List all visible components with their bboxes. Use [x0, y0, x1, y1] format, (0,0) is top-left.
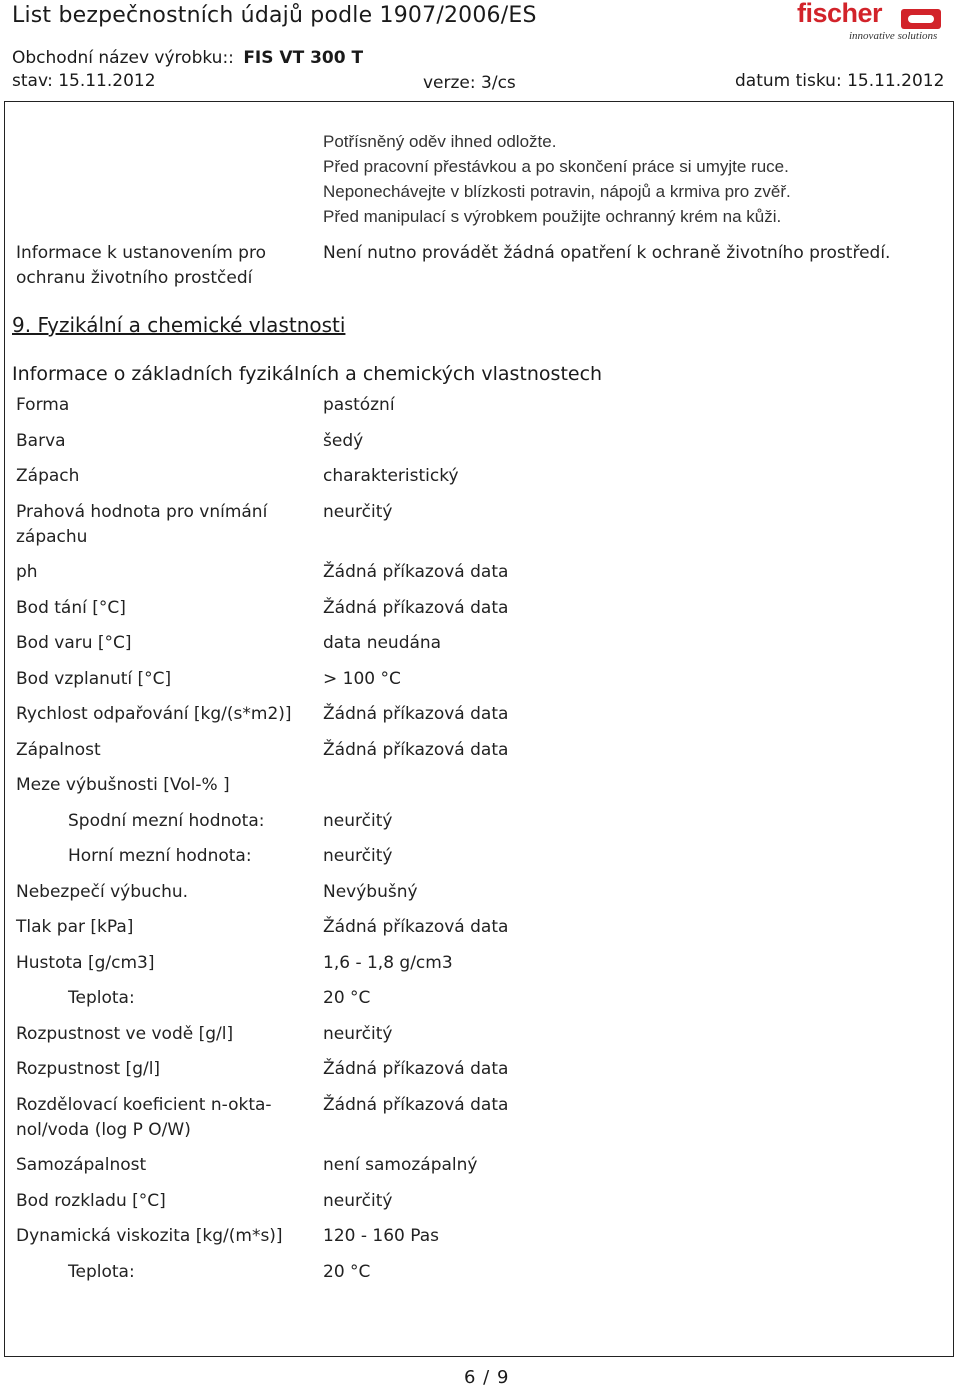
property-label: Rozpustnost ve vodě [g/l] — [16, 1024, 234, 1044]
property-value: neurčitý — [323, 811, 393, 831]
property-value: 1,6 - 1,8 g/cm3 — [323, 953, 453, 973]
property-label: Zápach — [16, 466, 80, 486]
property-value: Nevýbušný — [323, 882, 418, 902]
property-value: charakteristický — [323, 466, 459, 486]
property-value: Žádná příkazová data — [323, 1095, 509, 1115]
property-label: Samozápalnost — [16, 1155, 147, 1175]
property-value: Žádná příkazová data — [323, 704, 509, 724]
property-value: neurčitý — [323, 1191, 393, 1211]
property-value: neurčitý — [323, 502, 393, 522]
trade-name-label: Obchodní název výrobku:: — [12, 48, 234, 68]
property-value: šedý — [323, 431, 364, 451]
property-value: Žádná příkazová data — [323, 917, 509, 937]
property-label: Rychlost odpařování [kg/(s*m2)] — [16, 704, 292, 724]
property-sublabel: Teplota: — [68, 988, 135, 1008]
property-value: neurčitý — [323, 846, 393, 866]
page-number: 6 / 9 — [464, 1367, 510, 1388]
property-label: Dynamická viskozita [kg/(m*s)] — [16, 1226, 283, 1246]
property-value: > 100 °C — [323, 669, 401, 689]
property-label: Bod vzplanutí [°C] — [16, 669, 172, 689]
property-value: Žádná příkazová data — [323, 598, 509, 618]
env-label: Informace k ustanovením pro — [16, 243, 266, 263]
property-label: Bod rozkladu [°C] — [16, 1191, 166, 1211]
property-value: pastózní — [323, 395, 395, 415]
property-value: Žádná příkazová data — [323, 740, 509, 760]
trade-name — [12, 48, 363, 68]
hygiene-line: Neponechávejte v blízkosti potravin, nápojů a krmiva pro zvěř. — [323, 182, 791, 201]
hygiene-line: Před manipulací s výrobkem použijte ochranný krém na kůži. — [323, 207, 782, 226]
property-label: Forma — [16, 395, 70, 415]
property-label: Barva — [16, 431, 66, 451]
content-frame — [4, 101, 954, 1357]
property-value: Žádná příkazová data — [323, 1059, 509, 1079]
property-value: není samozápalný — [323, 1155, 478, 1175]
property-value: Žádná příkazová data — [323, 562, 509, 582]
print-date: datum tisku: 15.11.2012 — [735, 71, 945, 91]
document-title: List bezpečnostních údajů podle 1907/2006/ES — [12, 3, 537, 28]
property-sublabel: Horní mezní hodnota: — [68, 846, 252, 866]
logo-tagline: innovative solutions — [849, 30, 938, 42]
property-label: Bod tání [°C] — [16, 598, 126, 618]
section-title: 9. Fyzikální a chemické vlastnosti — [12, 313, 346, 337]
property-label: Bod varu [°C] — [16, 633, 132, 653]
property-label: nol/voda (log P O/W) — [16, 1120, 191, 1140]
property-value: 20 °C — [323, 988, 371, 1008]
env-label: ochranu životního prostčedí — [16, 268, 253, 288]
trade-name-value: FIS VT 300 T — [243, 48, 364, 68]
property-label: Prahová hodnota pro vnímání — [16, 502, 268, 522]
property-label: Zápalnost — [16, 740, 101, 760]
fischer-logo — [797, 0, 947, 46]
document-version: verze: 3/cs — [423, 73, 516, 93]
logo-brand: fischer — [797, 0, 883, 28]
hygiene-line: Před pracovní přestávkou a po skončení práce si umyjte ruce. — [323, 157, 789, 176]
property-label: zápachu — [16, 527, 88, 547]
hygiene-line: Potřísněný oděv ihned odložte. — [323, 132, 557, 151]
property-sublabel: Spodní mezní hodnota: — [68, 811, 265, 831]
property-value: data neudána — [323, 633, 442, 653]
property-label: Hustota [g/cm3] — [16, 953, 155, 973]
section-subtitle: Informace o základních fyzikálních a chemických vlastnostech — [12, 363, 603, 385]
document-state: stav: 15.11.2012 — [12, 71, 156, 91]
property-label: ph — [16, 562, 38, 582]
property-value: neurčitý — [323, 1024, 393, 1044]
property-label: Nebezpečí výbuchu. — [16, 882, 189, 902]
logo-badge-icon — [901, 9, 941, 29]
property-label: Meze výbušnosti [Vol-% ] — [16, 775, 230, 795]
property-value: 20 °C — [323, 1262, 371, 1282]
property-value: 120 - 160 Pas — [323, 1226, 440, 1246]
property-label: Rozdělovací koeficient n-okta- — [16, 1095, 272, 1115]
property-label: Rozpustnost [g/l] — [16, 1059, 161, 1079]
env-value: Není nutno provádět žádná opatření k ochraně životního prostředí. — [323, 243, 891, 263]
property-label: Tlak par [kPa] — [16, 917, 134, 937]
property-sublabel: Teplota: — [68, 1262, 135, 1282]
